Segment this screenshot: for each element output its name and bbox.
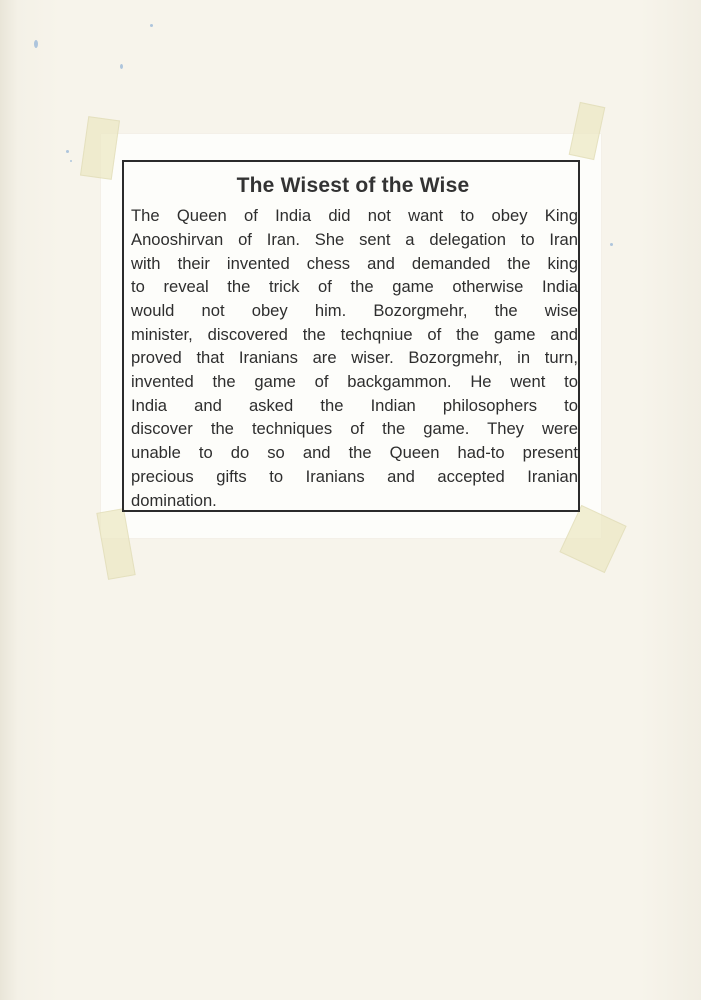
- body-line: discover the techniques of the game. They were: [131, 419, 578, 438]
- body-line: minister, discovered the techqniue of the game and: [131, 325, 578, 344]
- document-title: The Wisest of the Wise: [236, 174, 470, 197]
- body-line: domination.: [131, 491, 217, 510]
- body-line: invented the game of backgammon. He went to: [131, 372, 578, 391]
- ink-speck: [34, 40, 38, 48]
- body-line: India and asked the Indian philosophers to: [131, 396, 578, 415]
- body-line: to reveal the trick of the game otherwise India: [131, 277, 578, 296]
- ink-speck: [70, 160, 72, 162]
- ink-speck: [120, 64, 123, 69]
- body-line: precious gifts to Iranians and accepted Iranian: [131, 467, 578, 486]
- body-line: proved that Iranians are wiser. Bozorgmehr, in turn,: [131, 348, 578, 367]
- ink-speck: [66, 150, 69, 153]
- ink-speck: [150, 24, 153, 27]
- body-line: Anooshirvan of Iran. She sent a delegation to Iran: [131, 230, 578, 249]
- ink-speck: [610, 243, 613, 246]
- body-line: would not obey him. Bozorgmehr, the wise: [131, 301, 578, 320]
- body-line: The Queen of India did not want to obey King: [131, 206, 578, 225]
- body-line: with their invented chess and demanded the king: [131, 254, 578, 273]
- body-line: unable to do so and the Queen had-to present: [131, 443, 578, 462]
